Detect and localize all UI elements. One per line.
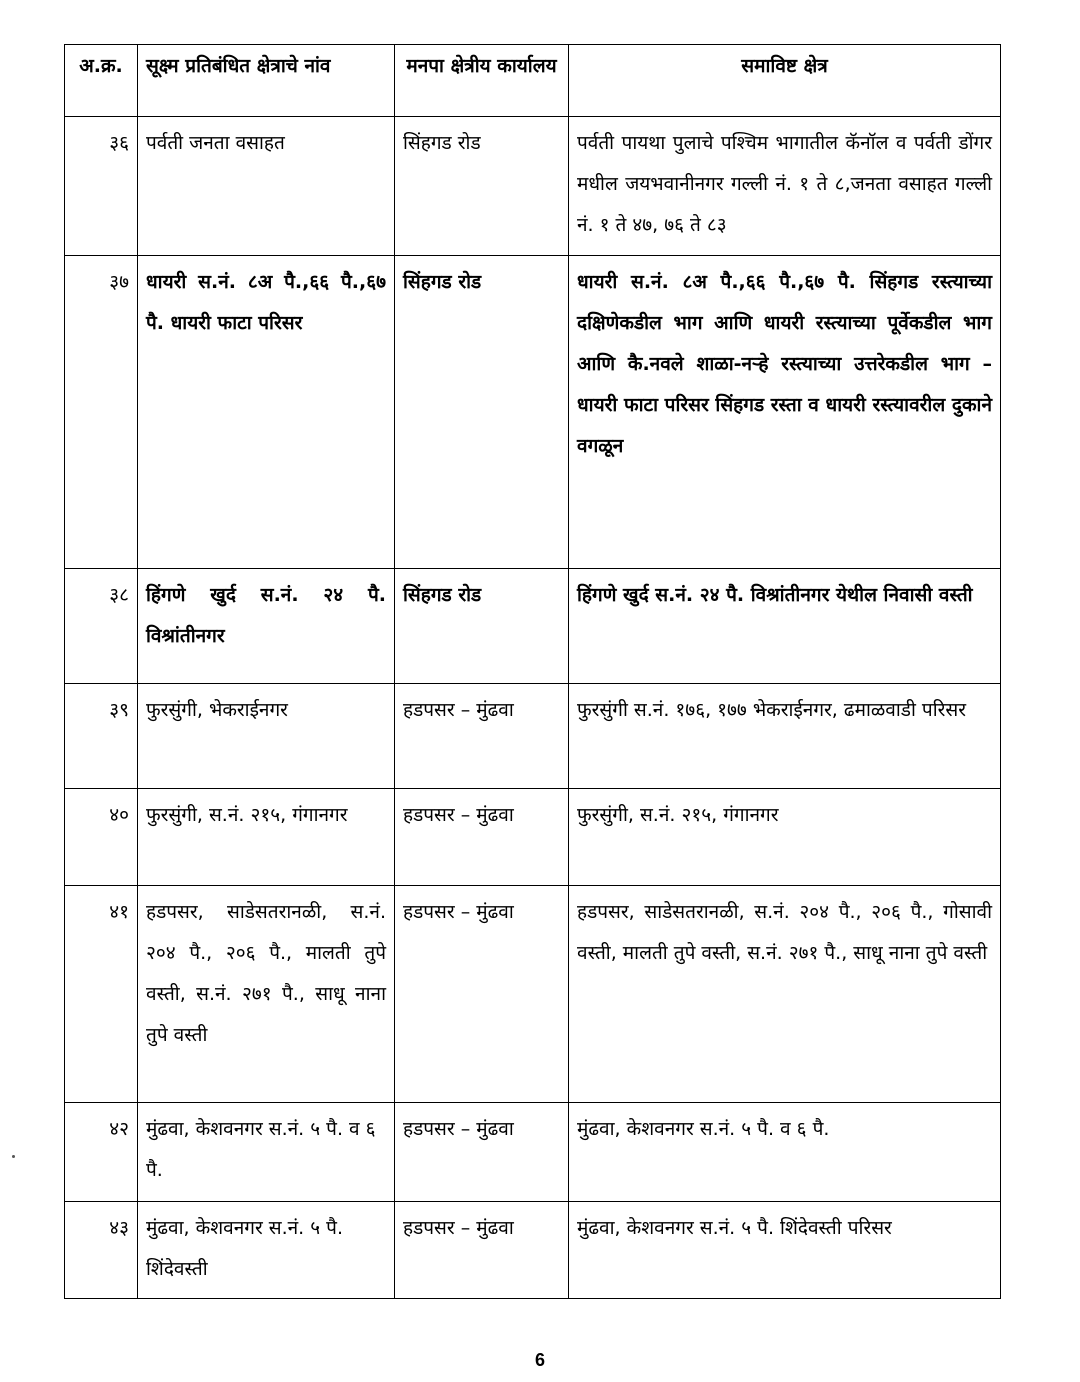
row-included-area: मुंढवा, केशवनगर स.नं. ५ पै. शिंदेवस्ती परिसर <box>569 1202 1001 1299</box>
table-row <box>65 684 1001 789</box>
row-included-area: हिंगणे खुर्द स.नं. २४ पै. विश्रांतीनगर येथील निवासी वस्ती <box>569 569 1001 684</box>
row-included-area: फुरसुंगी, स.नं. २१५, गंगानगर <box>569 789 1001 886</box>
row-ward-office: हडपसर – मुंढवा <box>395 1103 569 1202</box>
row-serial-no: ३९ <box>65 684 138 789</box>
row-serial-no: ४३ <box>65 1202 138 1299</box>
row-ward-office: सिंहगड रोड <box>395 117 569 256</box>
row-serial-no: ४२ <box>65 1103 138 1202</box>
row-zone-name: हडपसर, साडेसतरानळी, स.नं. २०४ पै., २०६ पै., मालती तुपे वस्ती, स.नं. २७१ पै., साधू नाना तुपे वस्ती <box>138 886 395 1103</box>
row-zone-name: हिंगणे खुर्द स.नं. २४ पै. विश्रांतीनगर <box>138 569 395 684</box>
row-included-area: हडपसर, साडेसतरानळी, स.नं. २०४ पै., २०६ पै., गोसावी वस्ती, मालती तुपे वस्ती, स.नं. २७१ पै., साधू नाना तुपे वस्ती <box>569 886 1001 1103</box>
row-included-area: मुंढवा, केशवनगर स.नं. ५ पै. व ६ पै. <box>569 1103 1001 1202</box>
table-row <box>65 1202 1001 1299</box>
row-ward-office: हडपसर – मुंढवा <box>395 1202 569 1299</box>
row-ward-office: हडपसर – मुंढवा <box>395 684 569 789</box>
table-row <box>65 117 1001 256</box>
row-ward-office: सिंहगड रोड <box>395 569 569 684</box>
containment-zone-table <box>64 44 1001 1299</box>
row-ward-office: सिंहगड रोड <box>395 256 569 569</box>
table-row <box>65 789 1001 886</box>
row-zone-name: फुरसुंगी, भेकराईनगर <box>138 684 395 789</box>
table-row <box>65 886 1001 1103</box>
header-included-area: समाविष्ट क्षेत्र <box>569 45 1001 117</box>
page-number: 6 <box>534 1350 545 1370</box>
row-zone-name: धायरी स.नं. ८अ पै.,६६ पै.,६७ पै. धायरी फाटा परिसर <box>138 256 395 569</box>
row-zone-name: मुंढवा, केशवनगर स.नं. ५ पै. व ६ पै. <box>138 1103 395 1202</box>
row-included-area: धायरी स.नं. ८अ पै.,६६ पै.,६७ पै. सिंहगड रस्त्याच्या दक्षिणेकडील भाग आणि धायरी रस्त्याच्या पूर्वेकडील भाग आणि कै.नवले शाळा-नऱ्हे रस्त्याच्या उत्तरेकडील भाग – धायरी फाटा परिसर सिंहगड रस्ता व धायरी रस्त्यावरील दुकाने वगळून <box>569 256 1001 569</box>
row-serial-no: ३७ <box>65 256 138 569</box>
header-serial-no: अ.क्र. <box>65 45 138 117</box>
row-zone-name: मुंढवा, केशवनगर स.नं. ५ पै. शिंदेवस्ती <box>138 1202 395 1299</box>
row-included-area: पर्वती पायथा पुलाचे पश्चिम भागातील कॅनॉल व पर्वती डोंगर मधील जयभवानीनगर गल्ली नं. १ ते ८,जनता वसाहत गल्ली नं. १ ते ४७, ७६ ते ८३ <box>569 117 1001 256</box>
table-header-row <box>65 45 1001 117</box>
row-ward-office: हडपसर – मुंढवा <box>395 789 569 886</box>
row-zone-name: पर्वती जनता वसाहत <box>138 117 395 256</box>
table-row <box>65 1103 1001 1202</box>
row-serial-no: ३६ <box>65 117 138 256</box>
row-serial-no: ४० <box>65 789 138 886</box>
row-serial-no: ३८ <box>65 569 138 684</box>
containment-zone-table-container <box>64 44 1000 1299</box>
header-zone-name: सूक्ष्म प्रतिबंधित क्षेत्राचे नांव <box>138 45 395 117</box>
table-row <box>65 256 1001 569</box>
row-serial-no: ४१ <box>65 886 138 1103</box>
row-ward-office: हडपसर – मुंढवा <box>395 886 569 1103</box>
header-ward-office: मनपा क्षेत्रीय कार्यालय <box>395 45 569 117</box>
row-zone-name: फुरसुंगी, स.नं. २१५, गंगानगर <box>138 789 395 886</box>
scan-speck <box>12 1155 15 1158</box>
row-included-area: फुरसुंगी स.नं. १७६, १७७ भेकराईनगर, ढमाळवाडी परिसर <box>569 684 1001 789</box>
table-row <box>65 569 1001 684</box>
